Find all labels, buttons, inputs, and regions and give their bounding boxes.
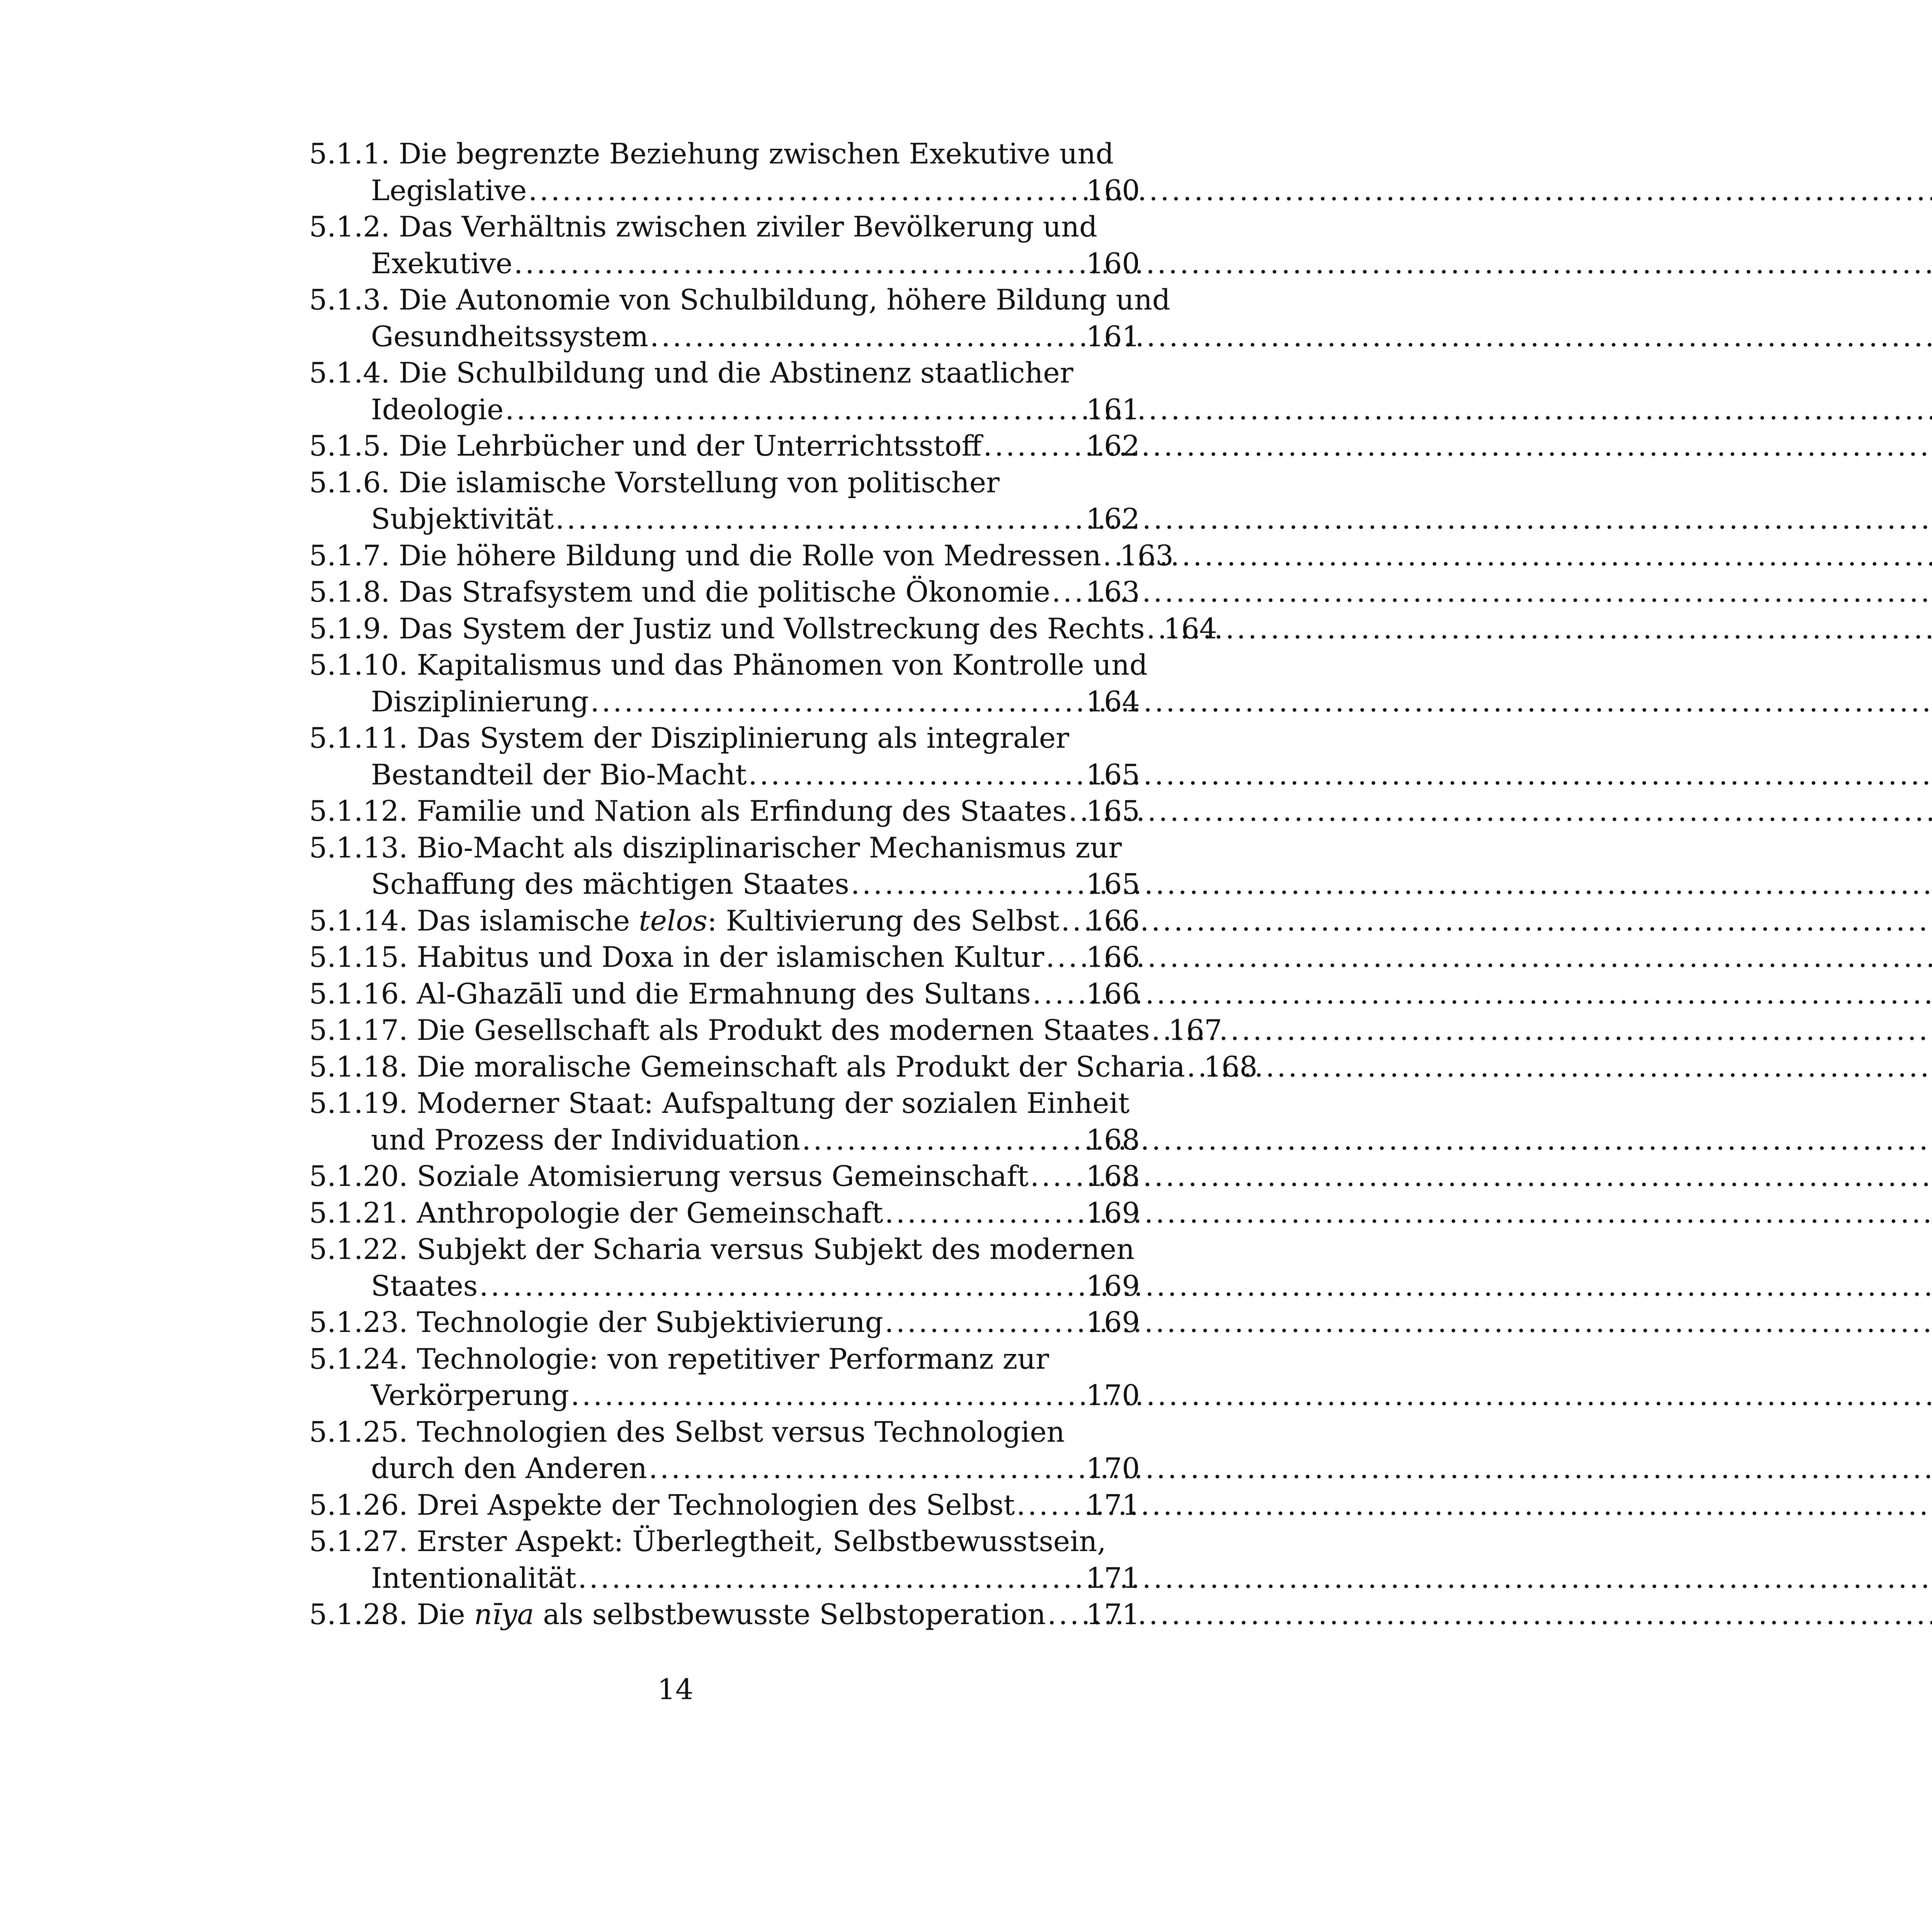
- toc-entry-title: [309, 1487, 1015, 1524]
- toc-entry-number: 5.1.25.: [309, 1415, 408, 1449]
- toc-line: [309, 209, 1140, 246]
- dot-leader: [849, 866, 1086, 903]
- toc-line: [309, 1232, 1140, 1268]
- toc-entry-title: [371, 246, 512, 282]
- dot-leader: [747, 757, 1086, 794]
- toc-line: [309, 903, 1140, 940]
- toc-entry-title: [309, 1049, 1185, 1086]
- toc-entry-title: [309, 1087, 1129, 1120]
- toc-page-number: 168: [1203, 1050, 1258, 1084]
- toc-line: [309, 1560, 1140, 1597]
- toc-entry-text: : Kultivierung des Selbst: [707, 904, 1060, 937]
- toc-page-number: 169: [1086, 1306, 1140, 1339]
- toc-entry-title: [371, 319, 648, 356]
- toc-entry-text: und Prozess der Individuation: [371, 1123, 801, 1157]
- toc-entry: [309, 830, 1140, 903]
- toc-entry-number: 5.1.7.: [309, 539, 390, 572]
- toc-line: [309, 1049, 1258, 1086]
- toc-entry-title: [309, 649, 1148, 682]
- toc-entry-text: Intentionalität: [371, 1561, 577, 1595]
- toc-entry-text: Subjekt der Scharia versus Subjekt des modernen: [417, 1233, 1135, 1266]
- toc-line: [309, 1012, 1223, 1049]
- toc-line: [309, 501, 1140, 538]
- toc-line: [309, 939, 1140, 976]
- toc-entry-number: 5.1.24.: [309, 1342, 408, 1376]
- toc-entry-number: 5.1.14.: [309, 904, 408, 937]
- toc-entry-title: [309, 1525, 1106, 1558]
- toc-entry-text: Die Schulbildung und die Abstinenz staatlicher: [399, 357, 1073, 390]
- toc-page-number: 162: [1086, 430, 1140, 463]
- toc-entry-title: [371, 1378, 569, 1414]
- toc-page-number: 169: [1086, 1196, 1140, 1230]
- toc-page-number: 163: [1086, 576, 1140, 609]
- toc-entry: [309, 939, 1140, 976]
- dot-leader: [883, 1195, 1086, 1232]
- toc-entry-title: [309, 832, 1122, 864]
- toc-entry: [309, 611, 1218, 648]
- toc-entry: [309, 647, 1148, 720]
- toc-entry-text: Das Verhältnis zwischen ziviler Bevölkerung und: [399, 211, 1097, 243]
- toc-entry-number: 5.1.9.: [309, 612, 390, 645]
- toc-entry-number: 5.1.1.: [309, 138, 390, 170]
- toc-page-number: 170: [1086, 1452, 1140, 1485]
- toc-entry-title: [309, 428, 982, 465]
- toc-line: [309, 1195, 1140, 1232]
- toc-page-number: 165: [1086, 795, 1140, 828]
- toc-entry-number: 5.1.3.: [309, 284, 390, 316]
- toc-entry-title: [371, 501, 554, 538]
- dot-leader: [1046, 1597, 1086, 1633]
- toc-entry-title: [309, 1158, 1029, 1195]
- toc-entry-title: [371, 1268, 478, 1305]
- dot-leader: [647, 1451, 1086, 1487]
- toc-page-number: 162: [1086, 503, 1140, 536]
- dot-leader: [1044, 939, 1086, 976]
- dot-leader: [589, 684, 1086, 721]
- toc-entry-text: Staates: [371, 1269, 478, 1303]
- toc-entry-title: [309, 1343, 1049, 1376]
- toc-entry-number: 5.1.6.: [309, 466, 390, 499]
- toc-line: [309, 574, 1140, 611]
- toc-entry-number: 5.1.26.: [309, 1488, 408, 1522]
- toc-entry: [309, 976, 1140, 1013]
- toc-entry: [309, 428, 1140, 465]
- toc-entry-text: als selbstbewusste Selbstoperation: [534, 1598, 1046, 1631]
- toc-entry-title: [309, 538, 1101, 575]
- toc-page-number: 161: [1086, 393, 1140, 426]
- dot-leader: [478, 1268, 1086, 1305]
- toc-entry-text: Die begrenzte Beziehung zwischen Exekutive und: [399, 138, 1114, 170]
- toc-entry: [309, 1049, 1258, 1086]
- toc-entry: [309, 1524, 1140, 1597]
- dot-leader: [569, 1378, 1086, 1414]
- toc-page-number: 169: [1086, 1269, 1140, 1303]
- toc-line: [309, 1524, 1140, 1560]
- toc-entry-number: 5.1.8.: [309, 576, 390, 609]
- toc-line: [309, 684, 1140, 721]
- toc-entry-number: 5.1.2.: [309, 211, 390, 243]
- toc-page-number: 168: [1086, 1160, 1140, 1193]
- toc-entry-title: [309, 722, 1069, 755]
- toc-entry: [309, 282, 1170, 355]
- toc-line: [309, 173, 1140, 209]
- dot-leader: [1067, 793, 1086, 830]
- toc-entry: [309, 720, 1140, 793]
- toc-entry-title: [309, 284, 1170, 316]
- dot-leader: [883, 1305, 1086, 1341]
- toc-page-number: 164: [1163, 612, 1218, 645]
- toc-entry: [309, 1597, 1140, 1633]
- toc-entry-number: 5.1.13.: [309, 831, 408, 864]
- toc-entry-title: [309, 976, 1031, 1013]
- toc-page-number: 166: [1086, 941, 1140, 974]
- toc-line: [309, 720, 1140, 757]
- toc-page-number: 164: [1086, 685, 1140, 718]
- toc-line: [309, 246, 1140, 282]
- toc-page-number: 161: [1086, 320, 1140, 353]
- toc-entry-title: [371, 757, 747, 794]
- toc-entry-text: Legislative: [371, 174, 527, 207]
- toc-page-number: 165: [1086, 868, 1140, 901]
- toc-entry-title: [371, 866, 849, 903]
- toc-page-number: 171: [1086, 1598, 1140, 1631]
- toc-entry-text: durch den Anderen: [371, 1452, 647, 1485]
- toc-entry: [309, 1195, 1140, 1232]
- toc-entry: [309, 1158, 1140, 1195]
- toc-entry-text: Bio-Macht als disziplinarischer Mechanismus zur: [417, 831, 1122, 864]
- toc-entry-text: Technologie der Subjektivierung: [417, 1306, 883, 1339]
- toc-entry-text: Die: [417, 1598, 474, 1631]
- toc-entry-number: 5.1.18.: [309, 1050, 408, 1084]
- toc-entry: [309, 1012, 1223, 1049]
- toc-entry-number: 5.1.19.: [309, 1087, 408, 1120]
- toc-line: [309, 793, 1140, 830]
- toc-entry-text: Soziale Atomisierung versus Gemeinschaft: [417, 1160, 1029, 1193]
- toc-entry-text: Das Strafsystem und die politische Ökonomie: [399, 576, 1050, 609]
- toc-entry-text: Kapitalismus und das Phänomen von Kontrolle und: [417, 649, 1148, 682]
- toc-page-number: 160: [1086, 174, 1140, 207]
- toc-entry-italic-term: telos: [639, 904, 707, 937]
- toc-page-number: 168: [1086, 1123, 1140, 1157]
- dot-leader: [1145, 611, 1163, 648]
- toc-entry-number: 5.1.5.: [309, 430, 390, 463]
- toc-line: [309, 976, 1140, 1013]
- toc-line: [309, 866, 1140, 903]
- toc-entry-text: Die moralische Gemeinschaft als Produkt der Scharia: [417, 1050, 1185, 1084]
- toc-entry: [309, 574, 1140, 611]
- toc-entry-title: [309, 357, 1073, 390]
- toc-page-number: 170: [1086, 1379, 1140, 1412]
- toc-entry: [309, 1085, 1140, 1158]
- toc-line: [309, 1487, 1140, 1524]
- dot-leader: [512, 246, 1086, 282]
- toc-line: [309, 1597, 1140, 1633]
- toc-entry-text: Anthropologie der Gemeinschaft: [417, 1196, 883, 1230]
- toc-entry-text: Erster Aspekt: Überlegtheit, Selbstbewusstsein,: [417, 1525, 1106, 1558]
- toc-entry-number: 5.1.10.: [309, 649, 408, 682]
- toc-line: [309, 1378, 1140, 1414]
- toc-entry-number: 5.1.11.: [309, 722, 408, 755]
- toc-entry-text: Das System der Justiz und Vollstreckung des Rechts: [399, 612, 1145, 645]
- toc-entry: [309, 136, 1140, 209]
- toc-entry-number: 5.1.15.: [309, 941, 408, 974]
- toc-entry-title: [371, 392, 503, 429]
- toc-entry-text: Habitus und Doxa in der islamischen Kultur: [417, 941, 1044, 974]
- toc-entry: [309, 1305, 1140, 1341]
- toc-entry-title: [309, 1305, 883, 1341]
- toc-entry-title: [371, 1451, 647, 1487]
- toc-line: [309, 319, 1140, 356]
- toc-entry-text: Das islamische: [417, 904, 639, 937]
- toc-entry: [309, 209, 1140, 282]
- toc-entry-text: Subjektivität: [371, 503, 554, 536]
- toc-entry-text: Die Gesellschaft als Produkt des modernen Staates: [417, 1014, 1150, 1047]
- toc-line: [309, 136, 1140, 173]
- toc-entry-number: 5.1.20.: [309, 1160, 408, 1193]
- toc-line: [309, 465, 1140, 502]
- toc-line: [309, 538, 1174, 575]
- toc-line: [309, 392, 1140, 429]
- toc-entry-title: [309, 611, 1145, 648]
- toc-entry-number: 5.1.22.: [309, 1233, 408, 1266]
- toc-entry-title: [371, 1122, 800, 1159]
- toc-entry-title: [371, 173, 527, 209]
- toc-entry-number: 5.1.23.: [309, 1306, 408, 1339]
- toc-entry-text: Disziplinierung: [371, 685, 589, 718]
- dot-leader: [503, 392, 1086, 429]
- toc-entry-number: 5.1.12.: [309, 795, 408, 828]
- toc-entry-number: 5.1.27.: [309, 1525, 408, 1558]
- toc-line: [309, 1414, 1140, 1451]
- toc-entry-number: 5.1.28.: [309, 1598, 408, 1631]
- table-of-contents: [309, 136, 1258, 1633]
- toc-entry-text: Exekutive: [371, 247, 513, 280]
- toc-page-number: 166: [1086, 904, 1140, 937]
- toc-line: [309, 1085, 1140, 1122]
- toc-entry-text: Familie und Nation als Erfindung des Staates: [417, 795, 1067, 828]
- toc-entry-text: Technologien des Selbst versus Technologien: [417, 1415, 1065, 1449]
- toc-page-number: 171: [1086, 1561, 1140, 1595]
- toc-entry-text: Die höhere Bildung und die Rolle von Medressen: [399, 539, 1101, 572]
- toc-entry-text: Moderner Staat: Aufspaltung der sozialen Einheit: [417, 1087, 1130, 1120]
- toc-entry: [309, 355, 1140, 428]
- toc-entry-title: [309, 1233, 1134, 1266]
- toc-line: [309, 1341, 1140, 1378]
- toc-entry-title: [309, 466, 1000, 499]
- toc-entry: [309, 1487, 1140, 1524]
- toc-entry-text: Die Lehrbücher und der Unterrichtsstoff: [399, 430, 982, 463]
- toc-entry-text: Die Autonomie von Schulbildung, höhere Bildung und: [399, 284, 1170, 316]
- dot-leader: [576, 1560, 1086, 1597]
- toc-line: [309, 428, 1140, 465]
- page-number: 14: [657, 1673, 694, 1706]
- toc-line: [309, 757, 1140, 794]
- toc-entry-text: Ideologie: [371, 393, 504, 426]
- toc-page-number: 165: [1086, 758, 1140, 791]
- dot-leader: [1031, 976, 1086, 1013]
- toc-entry-title: [309, 138, 1114, 170]
- toc-entry-text: Die islamische Vorstellung von politischer: [399, 466, 1000, 499]
- toc-entry-text: Schaffung des mächtigen Staates: [371, 868, 849, 901]
- toc-line: [309, 1268, 1140, 1305]
- dot-leader: [800, 1122, 1086, 1159]
- toc-entry-title: [371, 1560, 576, 1597]
- toc-entry-title: [309, 1012, 1150, 1049]
- dot-leader: [1050, 574, 1086, 611]
- toc-entry-title: [309, 1597, 1046, 1633]
- toc-entry-number: 5.1.17.: [309, 1014, 408, 1047]
- dot-leader: [1015, 1487, 1086, 1524]
- toc-entry-number: 5.1.4.: [309, 357, 390, 390]
- toc-entry-text: Das System der Disziplinierung als integraler: [417, 722, 1070, 755]
- toc-line: [309, 1451, 1140, 1487]
- toc-entry-title: [309, 793, 1067, 830]
- toc-line: [309, 830, 1140, 867]
- toc-entry: [309, 1341, 1140, 1414]
- toc-line: [309, 1158, 1140, 1195]
- toc-entry-text: Al-Ghazālī und die Ermahnung des Sultans: [417, 977, 1031, 1010]
- dot-leader: [527, 173, 1086, 209]
- toc-entry: [309, 903, 1140, 940]
- toc-entry-title: [309, 211, 1097, 243]
- toc-entry-text: Technologie: von repetitiver Performanz zur: [417, 1342, 1049, 1376]
- dot-leader: [982, 428, 1086, 465]
- toc-entry-title: [309, 903, 1060, 940]
- dot-leader: [1150, 1012, 1168, 1049]
- toc-entry-text: Drei Aspekte der Technologien des Selbst: [417, 1488, 1015, 1522]
- dot-leader: [1060, 903, 1086, 940]
- toc-page-number: 167: [1168, 1014, 1223, 1047]
- toc-entry-number: 5.1.21.: [309, 1196, 408, 1230]
- dot-leader: [1101, 538, 1120, 575]
- toc-entry-text: Verkörperung: [371, 1379, 569, 1412]
- toc-line: [309, 282, 1170, 319]
- toc-entry: [309, 1232, 1140, 1305]
- toc-page-number: 166: [1086, 977, 1140, 1010]
- toc-entry: [309, 1414, 1140, 1487]
- toc-entry-title: [309, 1416, 1065, 1449]
- toc-page-number: 160: [1086, 247, 1140, 280]
- dot-leader: [648, 319, 1086, 356]
- toc-line: [309, 1122, 1140, 1159]
- toc-entry-text: Gesundheitssystem: [371, 320, 649, 353]
- toc-line: [309, 647, 1148, 684]
- toc-page-number: 163: [1119, 539, 1174, 572]
- toc-page-number: 171: [1086, 1488, 1140, 1522]
- toc-entry: [309, 793, 1140, 830]
- toc-line: [309, 1305, 1140, 1341]
- toc-entry-title: [309, 939, 1044, 976]
- toc-entry: [309, 538, 1174, 575]
- toc-entry-number: 5.1.16.: [309, 977, 408, 1010]
- dot-leader: [1029, 1158, 1086, 1195]
- toc-entry-title: [309, 1195, 883, 1232]
- toc-line: [309, 611, 1218, 648]
- toc-entry-text: Bestandteil der Bio-Macht: [371, 758, 747, 791]
- toc-entry-title: [309, 574, 1050, 611]
- toc-entry-italic-term: nīya: [474, 1598, 534, 1631]
- toc-entry-title: [371, 684, 589, 721]
- dot-leader: [1185, 1049, 1204, 1086]
- toc-line: [309, 355, 1140, 392]
- dot-leader: [554, 501, 1086, 538]
- toc-entry: [309, 465, 1140, 538]
